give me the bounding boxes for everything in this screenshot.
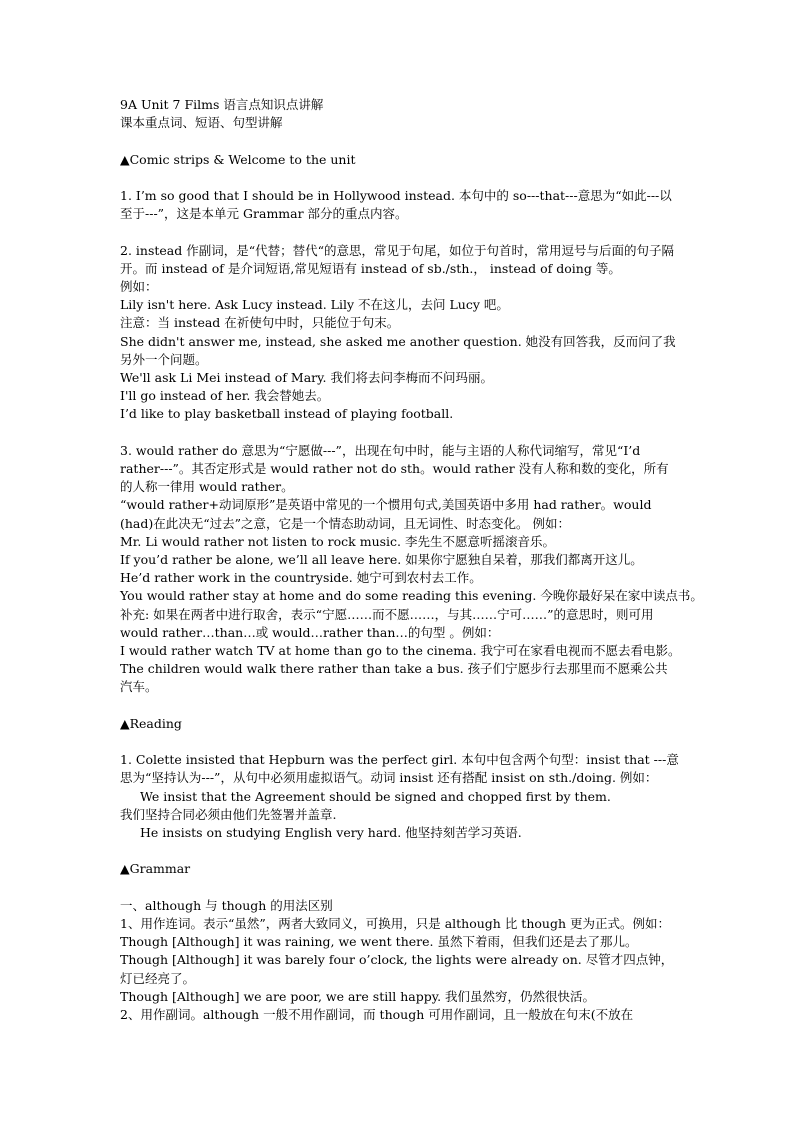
- example-line: We'll ask Li Mei instead of Mary. 我们将去问李梅而不问玛丽。: [120, 370, 493, 385]
- example-line: You would rather stay at home and do some reading this evening. 今晚你最好呆在家中读点书。: [120, 588, 703, 604]
- grammar-point-1: 1、用作连词。表示“虽然”，两者大致同义，可换用，只是 although 比 though 更为正式。例如：: [120, 916, 670, 932]
- example-line: Though [Although] we are poor, we are still happy. 我们虽然穷，仍然很快活。: [120, 988, 596, 1004]
- grammar-subheading: 一、although 与 though 的用法区别: [120, 897, 333, 913]
- paragraph-1: 1. I’m so good that I should be in Hollywood instead. 本句中的 so---that---意思为“如此---以至于---”，这是本单元 Grammar 部分的重点内容。: [120, 187, 672, 222]
- example-line: If you’d rather be alone, we’ll all leave here. 如果你宁愿独自呆着，那我们都离开这儿。: [120, 552, 643, 568]
- example-line: Mr. Li would rather not listen to rock music. 李先生不愿意听摇滚音乐。: [120, 533, 555, 549]
- example-line: I'll go instead of her. 我会替她去。: [120, 388, 330, 404]
- example-line: We insist that the Agreement should be signed and chopped first by them.: [140, 788, 611, 804]
- paragraph-4-intro: 1. Colette insisted that Hepburn was the perfect girl. 本句中包含两个句型：insist that ---意思为“坚持认为---”，从句中必须用虚拟语气。动词 insist 还有搭配 insist on sth./doing. 例如：: [120, 752, 679, 786]
- example-line: He’d rather work in the countryside. 她宁可到农村去工作。: [120, 570, 482, 586]
- section-heading-comic: ▲Comic strips & Welcome to the unit: [120, 151, 356, 167]
- grammar-point-2: 2、用作副词。although 一般不用作副词，而 though 可用作副词，且一般放在句末(不放在: [120, 1007, 634, 1023]
- document-page: [120, 96, 703, 1024]
- example-line: I’d like to play basketball instead of playing football.: [120, 406, 454, 422]
- section-heading-reading: ▲Reading: [120, 715, 182, 731]
- example-line: He insists on studying English very hard. 他坚持刻苦学习英语.: [140, 825, 522, 841]
- example-translation: 我们坚持合同必须由他们先签署并盖章.: [120, 806, 337, 822]
- paragraph-3-intro: 3. would rather do 意思为“宁愿做---”，出现在句中时，能与主语的人称代词缩写，常见“I’d rather---”。其否定形式是 would rather not do sth。would rather 没有人称和数的变化，所有的人称一律用 would rather。: [120, 442, 669, 495]
- doc-title: 9A Unit 7 Films 语言点知识点讲解: [120, 97, 324, 112]
- example-line: The children would walk there rather than take a bus. 孩子们宁愿步行去那里而不愿乘公共汽车。: [120, 661, 668, 695]
- note-line: 注意：当 instead 在祈使句中时，只能位于句末。: [120, 315, 400, 331]
- paragraph-3-explain: “would rather+动词原形”是英语中常见的一个惯用句式,美国英语中多用 had rather。would (had)在此决无“过去”之意，它是一个情态助动词，且无词性、时态变化。 例如：: [120, 497, 652, 531]
- example-label: 例如：: [120, 278, 158, 294]
- example-line: I would rather watch TV at home than go to the cinema. 我宁可在家看电视而不愿去看电影。: [120, 643, 681, 659]
- example-line: Lily isn't here. Ask Lucy instead. Lily 不在这儿，去问 Lucy 吧。: [120, 297, 509, 313]
- example-line: Though [Although] it was barely four o’clock, the lights were already on. 尽管才四点钟，灯已经亮了。: [120, 952, 674, 986]
- section-heading-grammar: ▲Grammar: [120, 861, 191, 877]
- doc-subtitle: 课本重点词、短语、句型讲解: [120, 115, 283, 131]
- example-line: She didn't answer me, instead, she asked me another question. 她没有回答我，反而问了我另外一个问题。: [120, 333, 676, 367]
- example-line: Though [Although] it was raining, we went there. 虽然下着雨，但我们还是去了那儿。: [120, 934, 638, 950]
- supplement-paragraph: 补充: 如果在两者中进行取舍，表示“宁愿……而不愿……，与其……宁可……”的意思时，则可用 would rather…than…或 would…rather than…的句型 。例如：: [120, 606, 654, 640]
- paragraph-2-intro: 2. instead 作副词，是“代替；替代“的意思，常见于句尾，如位于句首时，常用逗号与后面的句子隔开。而 instead of 是介词短语,常见短语有 instead of sb./sth.， instead of doing 等。: [120, 242, 674, 276]
